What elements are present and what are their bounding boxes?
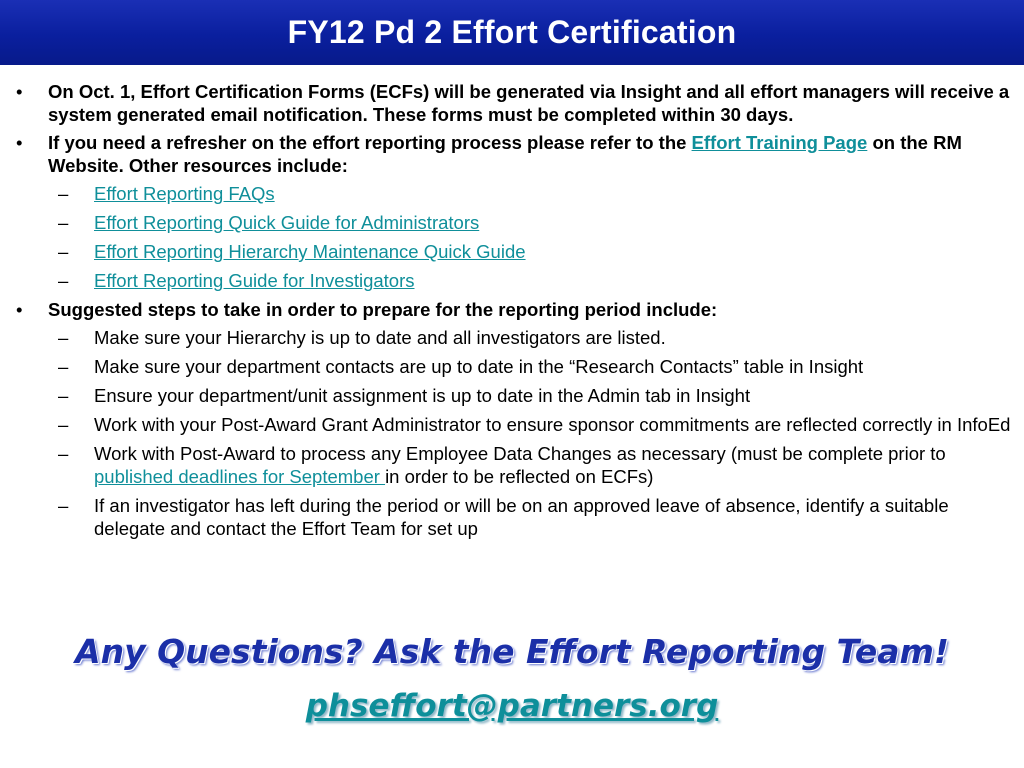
- questions-heading: Any Questions? Ask the Effort Reporting Team!: [75, 632, 949, 671]
- title-bar: [0, 0, 1024, 65]
- dash-marker: –: [58, 270, 69, 291]
- step-text: Work with your Post-Award Grant Administrator to ensure sponsor commitments are reflected correctly in InfoEd: [94, 414, 1011, 435]
- quick-guide-administrators-link[interactable]: Effort Reporting Quick Guide for Administrators: [94, 212, 480, 233]
- dash-marker: –: [58, 327, 69, 348]
- list-item: [14, 442, 1014, 488]
- list-item: [14, 355, 1014, 378]
- published-deadlines-link[interactable]: published deadlines for September: [94, 466, 386, 487]
- dash-marker: –: [58, 495, 69, 516]
- list-item: [14, 182, 1014, 205]
- bullet-text: On Oct. 1, Effort Certification Forms (ECFs) will be generated via Insight and all effort managers will receive a system generated email notification. These forms must be completed within 30 days.: [48, 81, 1010, 125]
- bullet-text-after: on the RM Website. Other resources include:: [48, 132, 962, 176]
- step-text-before: Work with Post-Award to process any Employee Data Changes as necessary (must be complete prior to: [94, 443, 946, 464]
- guide-investigators-link[interactable]: Effort Reporting Guide for Investigators: [94, 270, 415, 291]
- hierarchy-maintenance-guide-link[interactable]: Effort Reporting Hierarchy Maintenance Quick Guide: [94, 241, 526, 262]
- step-text: [94, 442, 1014, 488]
- list-item: [14, 326, 1014, 349]
- bullet-marker: •: [16, 81, 23, 102]
- email-link[interactable]: phseffort@partners.org: [305, 688, 719, 724]
- email-container: [0, 688, 1024, 724]
- list-item: [14, 240, 1014, 263]
- dash-marker: –: [58, 241, 69, 262]
- list-item: [14, 269, 1014, 292]
- dash-marker: –: [58, 443, 69, 464]
- effort-faqs-link[interactable]: Effort Reporting FAQs: [94, 183, 275, 204]
- effort-training-page-link[interactable]: Effort Training Page: [691, 132, 868, 153]
- dash-marker: –: [58, 385, 69, 406]
- bullet-ecf-generation: [14, 80, 1014, 126]
- list-item: [14, 211, 1014, 234]
- dash-marker: –: [58, 183, 69, 204]
- step-text: Make sure your Hierarchy is up to date and all investigators are listed.: [94, 327, 666, 348]
- dash-marker: –: [58, 356, 69, 377]
- bullet-marker: •: [16, 299, 23, 320]
- dash-marker: –: [58, 212, 69, 233]
- bullet-marker: •: [16, 132, 23, 153]
- slide-content: [14, 80, 1014, 546]
- dash-marker: –: [58, 414, 69, 435]
- step-text-after: in order to be reflected on ECFs): [385, 466, 654, 487]
- step-text: Ensure your department/unit assignment is up to date in the Admin tab in Insight: [94, 385, 751, 406]
- bullet-refresher: [14, 131, 1014, 177]
- list-item: [14, 413, 1014, 436]
- bullet-suggested-steps: [14, 298, 1014, 321]
- list-item: [14, 384, 1014, 407]
- step-text: Make sure your department contacts are up to date in the “Research Contacts” table in Insight: [94, 356, 864, 377]
- slide-title: FY12 Pd 2 Effort Certification: [287, 14, 737, 50]
- list-item: [14, 494, 1014, 540]
- bullet-text-before: If you need a refresher on the effort reporting process please refer to the: [48, 132, 692, 153]
- bullet-text: Suggested steps to take in order to prepare for the reporting period include:: [48, 299, 718, 320]
- step-text: If an investigator has left during the period or will be on an approved leave of absence, identify a suitable delegate and contact the Effort Team for set up: [94, 495, 949, 539]
- bullet-text: [48, 131, 1014, 177]
